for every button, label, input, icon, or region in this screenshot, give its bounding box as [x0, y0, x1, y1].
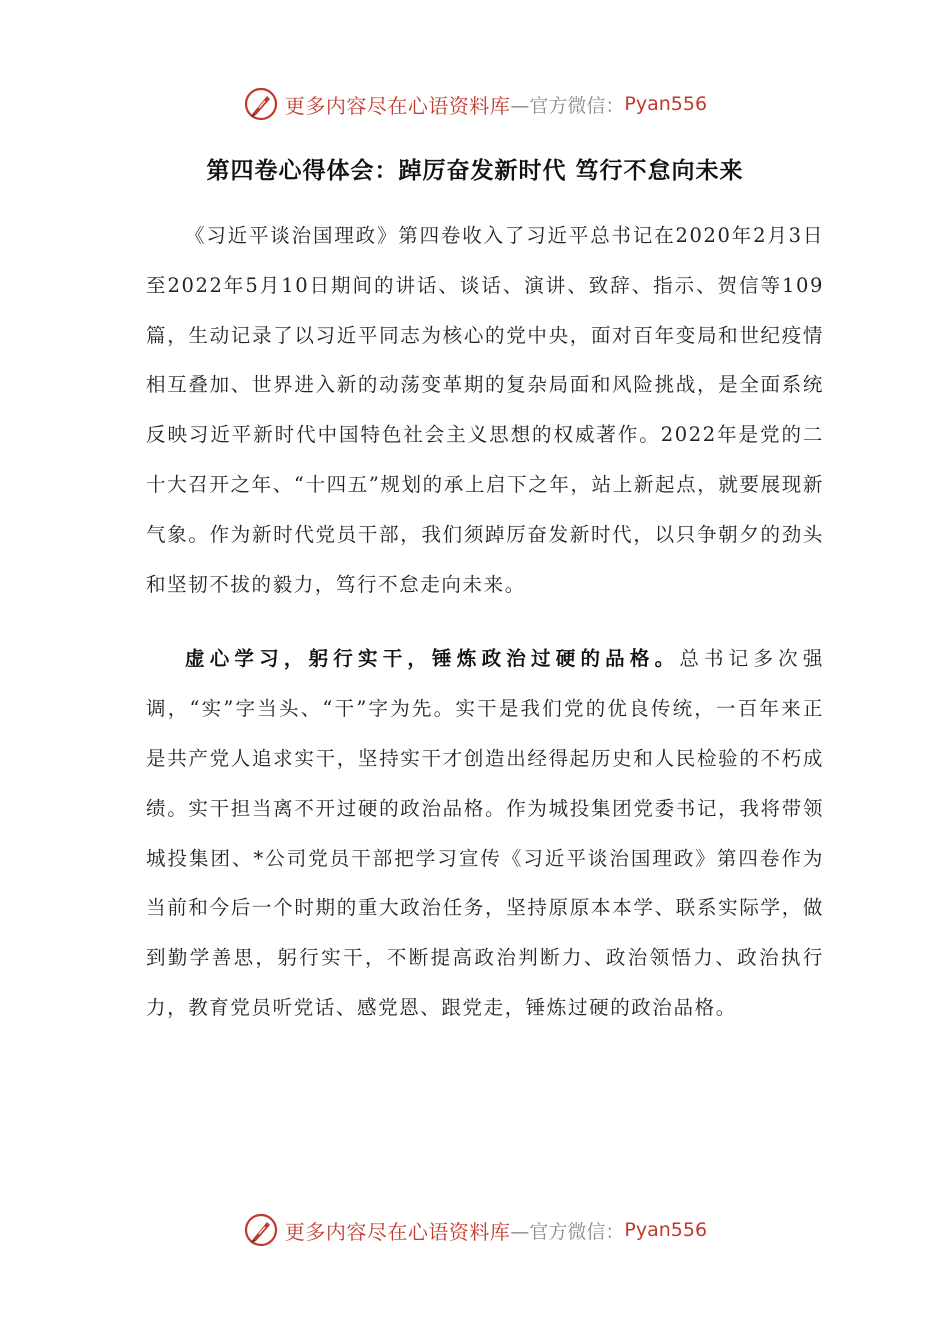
banner-main-text: 更多内容尽在心语资料库: [284, 93, 511, 118]
footer-banner: [0, 1210, 950, 1250]
paragraph-intro-text: 《习近平谈治国理政》第四卷收入了习近平总书记在2020年2月3日至2022年5月10日期间的讲话、谈话、演讲、致辞、指示、贺信等109篇，生动记录了以习近平同志为核心的党中央，面对百年变局和世纪疫情相互叠加、世界进入新的动荡变革期的复杂局面和风险挑战，是全面系统反映习近平新时代中国特色社会主义思想的权威著作。2022年是党的二十大召开之年、“十四五”规划的承上启下之年，站上新起点，就要展现新气象。作为新时代党员干部，我们须踔厉奋发新时代，以只争朝夕的劲头和坚韧不拔的毅力，笃行不怠走向未来。: [146, 224, 824, 596]
header-banner: [0, 84, 950, 124]
paragraph-intro: [146, 211, 824, 609]
quill-pen-logo-icon: [243, 1212, 279, 1248]
paragraph-study: [146, 634, 824, 1032]
banner-wechat-id: Pyan556: [624, 93, 708, 115]
document-title: 第四卷心得体会：踔厉奋发新时代 笃行不怠向未来: [206, 158, 744, 184]
document-body: [146, 211, 824, 1033]
banner-sub-text: —官方微信：: [510, 94, 625, 117]
banner-sub-text: —官方微信：: [510, 1220, 625, 1243]
paragraph-study-lead: 虚心学习，躬行实干，锤炼政治过硬的品格。: [185, 647, 680, 671]
banner-main-text: 更多内容尽在心语资料库: [284, 1219, 511, 1244]
banner-wechat-id: Pyan556: [624, 1219, 708, 1241]
quill-pen-logo-icon: [243, 86, 279, 122]
paragraph-study-text: 总书记多次强调，“实”字当头、“干”字为先。实干是我们党的优良传统，一百年来正是共产党人追求实干，坚持实干才创造出经得起历史和人民检验的不朽成绩。实干担当离不开过硬的政治品格。作为城投集团党委书记，我将带领城投集团、*公司党员干部把学习宣传《习近平谈治国理政》第四卷作为当前和今后一个时期的重大政治任务，坚持原原本本学、联系实际学，做到勤学善思，躬行实干，不断提高政治判断力、政治领悟力、政治执行力，教育党员听党话、感党恩、跟党走，锤炼过硬的政治品格。: [146, 647, 824, 1019]
